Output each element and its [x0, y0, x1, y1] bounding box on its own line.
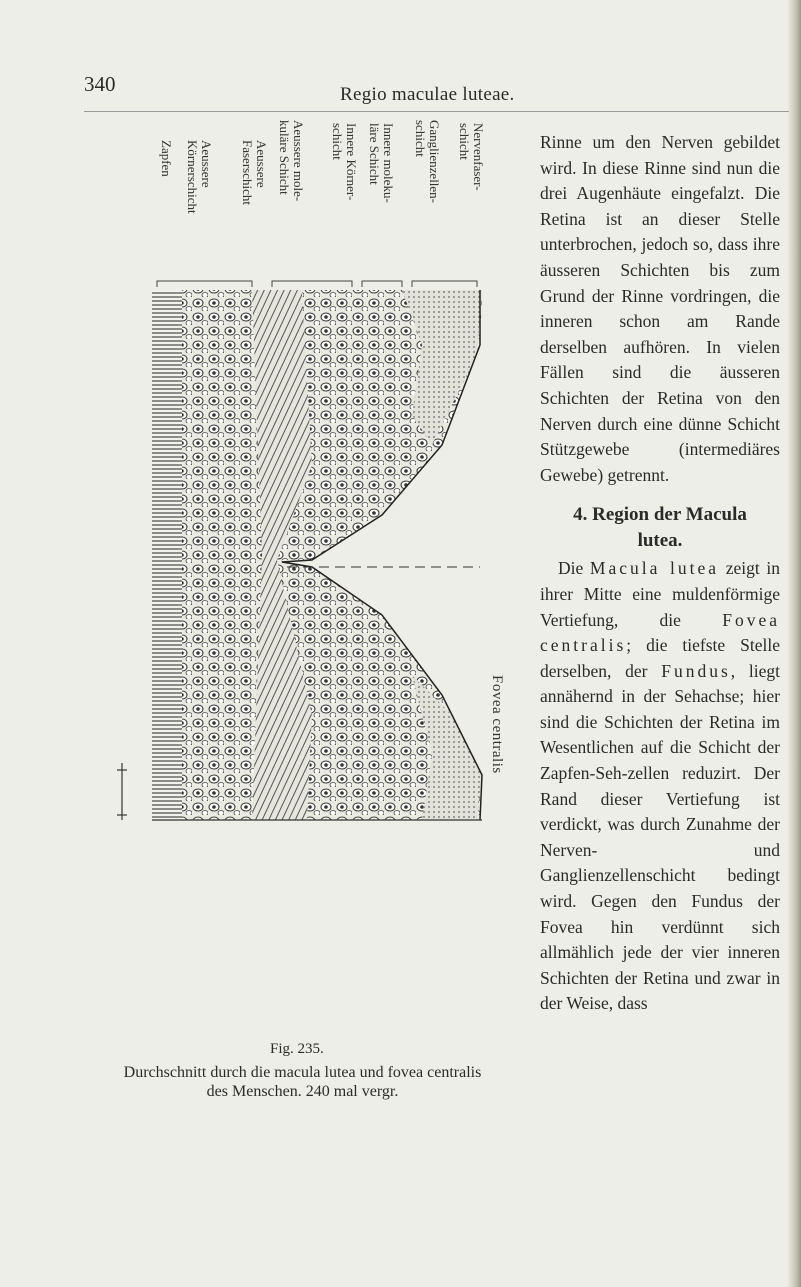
label-innere-molekulaere-schicht: Innere moleku- läre Schicht [367, 123, 396, 203]
section-heading [540, 502, 780, 554]
p2-a: Die [558, 558, 590, 579]
section-heading-line-2: lutea. [637, 530, 683, 552]
term-fundus: Fundus [661, 660, 731, 681]
retina-figure [112, 115, 522, 835]
p2-c: zeigt in ihrer Mitte eine muldenförmige Vertiefung, die [540, 558, 780, 630]
paragraph-rinne: Rinne um den Nerven gebildet wird. In diese Rinne sind nun die drei Augenhäute eingefalzt. Die Retina ist an dieser Stelle unterbrochen, jedoch so, dass ihre äusseren Schichten bis zum Grund der Rinne vordringen, die inneren schon am Rande derselben aufhören. In vielen Fällen sind die äusseren Schichten der Retina von den Nerven durch eine dünne Schicht Stützgewebe (intermediäres Gewebe) getrennt. [540, 132, 780, 485]
term-macula-lutea: Macula lutea [589, 558, 720, 579]
section-heading-line-1: 4. Region der Macula [573, 504, 747, 526]
p2-e: ; die tiefste Stelle derselben, der [540, 635, 780, 681]
retina-section-illustration [112, 115, 522, 835]
term-fovea-centralis: Fovea centralis [540, 609, 780, 656]
label-ganglienzellenschicht: Ganglienzellen- schicht [413, 120, 442, 204]
label-aeussere-koernerschicht: Aeussere Körnerschicht [185, 140, 214, 214]
paragraph-macula [540, 556, 780, 1017]
p2-g: , liegt annähernd in der Sehachse; hier sind die Schichten der Retina im Wesentlichen auf die Schicht der Zapfen-Seh-zellen reduzirt. Der Rand dieser Vertiefung ist verdickt, was durch Zunahme der Nerven- und Ganglienzellenschicht bedingt wird. Gegen den Fundus der Fovea hin verdünnt sich allmählich jede der vier inneren Schichten der Retina und zwar in der Weise, dass [540, 660, 780, 1014]
page-edge-shadow [787, 0, 801, 1287]
label-innere-koernerschicht: Innere Körner- schicht [330, 123, 359, 201]
running-head: Regio maculae luteae. [340, 84, 515, 105]
header-rule [84, 111, 789, 112]
label-nervenfaserschicht: Nervenfaser- schicht [457, 123, 486, 191]
body-text-column [540, 130, 780, 1017]
label-aeussere-faserschicht: Aeussere Faserschicht [240, 140, 269, 205]
figure-caption-line-1: Durchschnitt durch die macula lutea und fovea centralis [123, 1064, 482, 1081]
label-fovea-centralis: Fovea centralis [489, 675, 505, 774]
figure-caption-line-2: des Menschen. 240 mal vergr. [206, 1083, 399, 1100]
label-zapfen: Zapfen [159, 140, 174, 177]
label-aeussere-molekulaere-schicht: Aeussere mole- kuläre Schicht [277, 120, 306, 202]
page-number: 340 [84, 72, 116, 96]
figure-caption [85, 1063, 520, 1101]
figure-number: Fig. 235. [270, 1041, 324, 1057]
